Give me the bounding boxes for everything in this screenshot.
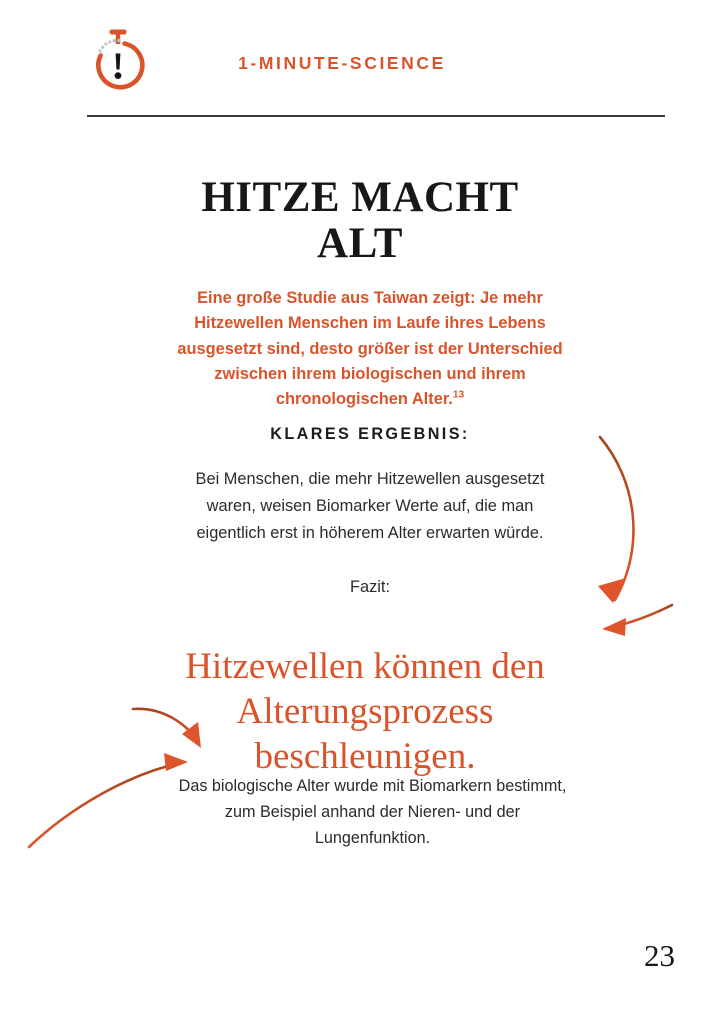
method-note: Das biologische Alter wurde mit Biomarkern bestimmt, zum Beispiel anhand der Nieren- und der Lungenfunktion. xyxy=(178,777,567,848)
footnote-marker: 13 xyxy=(452,389,465,401)
lede-text: Eine große Studie aus Taiwan zeigt: Je mehr Hitzewellen Menschen im Laufe ihres Lebens ausgesetzt sind, desto größer ist der Unterschied zwischen ihrem biologischen und ihrem chronologischen Alter. xyxy=(177,289,563,408)
page-title-line-2: ALT xyxy=(317,219,403,267)
conclusion-statement: Hitzewellen können den Alterungsprozess beschleunigen. xyxy=(185,646,545,777)
page-title-line-1: HITZE MACHT xyxy=(201,173,519,221)
header-divider xyxy=(87,115,665,117)
lede-paragraph xyxy=(175,286,565,411)
stopwatch-exclamation-icon xyxy=(87,28,149,98)
page-title xyxy=(110,175,610,267)
result-body: Bei Menschen, die mehr Hitzewellen ausgesetzt waren, weisen Biomarker Werte auf, die man eigentlich erst in höherem Alter erwarten würde. xyxy=(195,470,545,542)
page-number: 23 xyxy=(644,938,675,973)
result-heading: KLARES ERGEBNIS: xyxy=(270,425,470,444)
masthead xyxy=(87,26,665,100)
fazit-label: Fazit: xyxy=(349,578,391,597)
section-kicker: 1-MINUTE-SCIENCE xyxy=(238,52,446,73)
